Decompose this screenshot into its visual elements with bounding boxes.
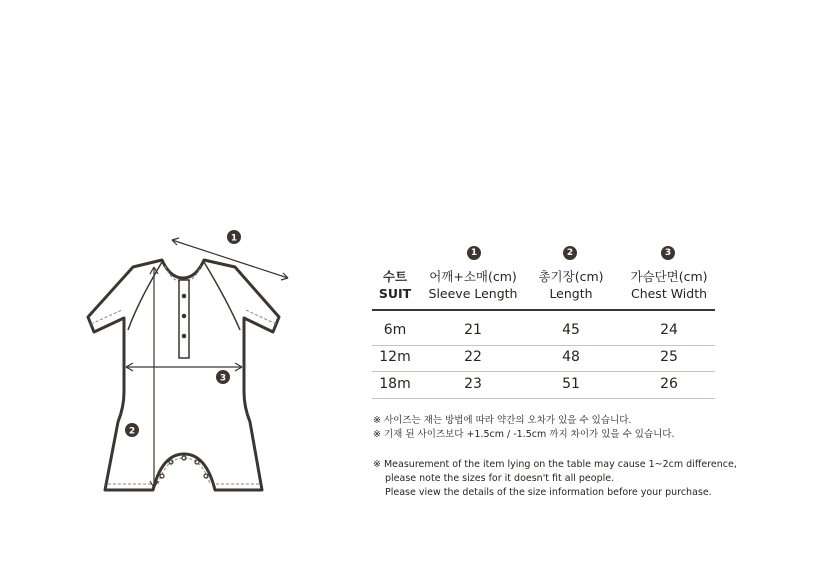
- row-length-value: 48: [562, 349, 580, 365]
- row-size: 18m: [379, 376, 411, 392]
- button: [182, 294, 187, 299]
- row-sleeve-value: 21: [464, 322, 482, 338]
- marker-chest: [216, 370, 230, 384]
- svg-text:1: 1: [230, 233, 238, 244]
- button: [182, 334, 187, 339]
- button-placket: [179, 280, 189, 358]
- row-sleeve-value: 23: [464, 376, 482, 392]
- button: [182, 314, 187, 319]
- marker-length: [125, 423, 139, 437]
- svg-text:3: 3: [219, 373, 227, 384]
- table-header-rule: [372, 309, 715, 311]
- row-chest-value: 26: [660, 376, 678, 392]
- column-marker-length: 2: [563, 246, 577, 260]
- column-marker-sleeve: 1: [467, 246, 481, 260]
- note-english: ※ Measurement of the item lying on the table may cause 1~2cm difference, please note the sizes for it doesn't fit all people. Please view the details of the size information before your purchase.: [373, 459, 737, 498]
- snap: [195, 460, 199, 464]
- row-sleeve-value: 22: [464, 349, 482, 365]
- header-suit: 수트 SUIT: [378, 269, 412, 301]
- header-chest-width: 가슴단면(cm) Chest Width: [630, 269, 708, 301]
- note-korean: ※ 사이즈는 재는 방법에 따라 약간의 오차가 있을 수 있습니다. ※ 기재 된 사이즈보다 +1.5cm / -1.5cm 까지 차이가 있을 수 있습니다.: [373, 415, 675, 440]
- row-chest-value: 24: [660, 322, 678, 338]
- row-divider: [372, 345, 715, 346]
- row-divider: [372, 371, 715, 372]
- marker-sleeve: [227, 230, 241, 244]
- row-size: 6m: [383, 322, 407, 338]
- romper-diagram: [78, 222, 318, 502]
- row-length-value: 51: [562, 376, 580, 392]
- table-bottom-rule: [372, 398, 715, 399]
- row-length-value: 45: [562, 322, 580, 338]
- row-chest-value: 25: [660, 349, 678, 365]
- row-size: 12m: [379, 349, 411, 365]
- column-marker-chest: 3: [661, 246, 675, 260]
- header-sleeve-length: 어깨+소매(cm) Sleeve Length: [428, 269, 518, 301]
- header-length: 총기장(cm) Length: [538, 269, 604, 301]
- svg-text:2: 2: [128, 426, 136, 437]
